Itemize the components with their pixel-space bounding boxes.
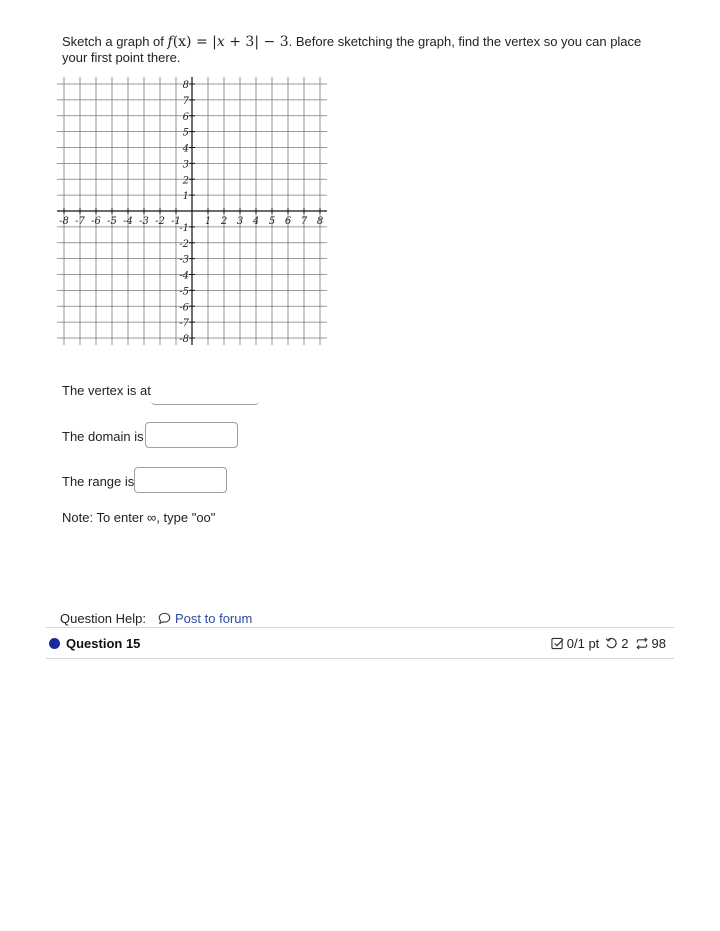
y-tick-label: 4 <box>182 143 189 155</box>
y-tick-label: -7 <box>179 318 189 330</box>
y-tick-label: -6 <box>179 302 189 314</box>
repeat-icon <box>635 637 649 650</box>
prompt-instructions: . Before sketching the graph, find the vertex so you can place your first point there. <box>62 34 642 65</box>
retry-icon <box>605 637 618 650</box>
checkbox-icon <box>551 637 564 650</box>
y-tick-label: 7 <box>182 95 189 107</box>
prompt-text: Sketch a graph of <box>62 34 168 49</box>
score-stat: 0/1 pt <box>551 636 600 651</box>
y-tick-label: 3 <box>182 159 189 171</box>
post-to-forum-link[interactable] <box>158 611 252 626</box>
x-tick-label: -1 <box>171 216 181 227</box>
attempts-stat: 2 <box>605 636 628 651</box>
vertex-input[interactable] <box>151 384 259 405</box>
question-help-label: Question Help: <box>60 611 146 626</box>
speech-bubble-icon <box>158 612 171 625</box>
y-tick-label: 1 <box>182 191 189 203</box>
function-expression: f(x) = |x + 3| − 3 <box>167 34 289 50</box>
question-navigation-row <box>46 633 666 653</box>
x-tick-label: 3 <box>236 216 244 227</box>
y-tick-label: -1 <box>179 222 189 234</box>
range-input[interactable] <box>134 467 227 493</box>
question-help <box>60 611 252 626</box>
x-tick-label: -3 <box>139 216 149 227</box>
x-tick-label: 5 <box>268 216 276 227</box>
range-label: The range is <box>62 474 135 489</box>
x-tick-label: -7 <box>75 216 85 227</box>
y-tick-label: -4 <box>179 270 189 282</box>
y-tick-label: -2 <box>179 238 189 250</box>
x-tick-label: 1 <box>204 216 212 227</box>
y-tick-label: 5 <box>182 127 189 139</box>
graph-canvas[interactable] <box>56 76 328 346</box>
post-to-forum-label: Post to forum <box>175 611 253 626</box>
y-tick-label: 2 <box>182 175 189 187</box>
divider-bottom <box>46 658 674 659</box>
x-tick-label: -2 <box>155 216 165 227</box>
y-tick-label: -3 <box>179 254 189 266</box>
y-tick-label: 8 <box>182 80 189 91</box>
retries-stat: 98 <box>635 636 666 651</box>
y-tick-label: 6 <box>182 111 189 123</box>
x-tick-label: 6 <box>284 216 292 227</box>
x-tick-label: 8 <box>316 216 324 227</box>
infinity-note: Note: To enter ∞, type "oo" <box>62 510 216 525</box>
x-tick-label: 2 <box>220 216 228 227</box>
question-stats <box>545 636 666 651</box>
question-title[interactable]: Question 15 <box>66 635 141 651</box>
x-tick-label: -6 <box>91 216 101 227</box>
x-tick-label: 7 <box>300 216 308 227</box>
question-status-dot <box>49 638 60 649</box>
x-tick-label: -8 <box>59 216 69 227</box>
divider-top <box>46 627 674 628</box>
x-tick-label: 4 <box>252 216 260 227</box>
domain-input[interactable] <box>145 422 238 448</box>
y-tick-label: -8 <box>179 334 189 345</box>
x-tick-label: -5 <box>107 216 117 227</box>
y-tick-label: -5 <box>179 286 189 298</box>
vertex-label: The vertex is at <box>62 383 151 398</box>
x-tick-label: -4 <box>123 216 133 227</box>
question-prompt <box>62 34 662 66</box>
domain-label: The domain is <box>62 429 144 444</box>
